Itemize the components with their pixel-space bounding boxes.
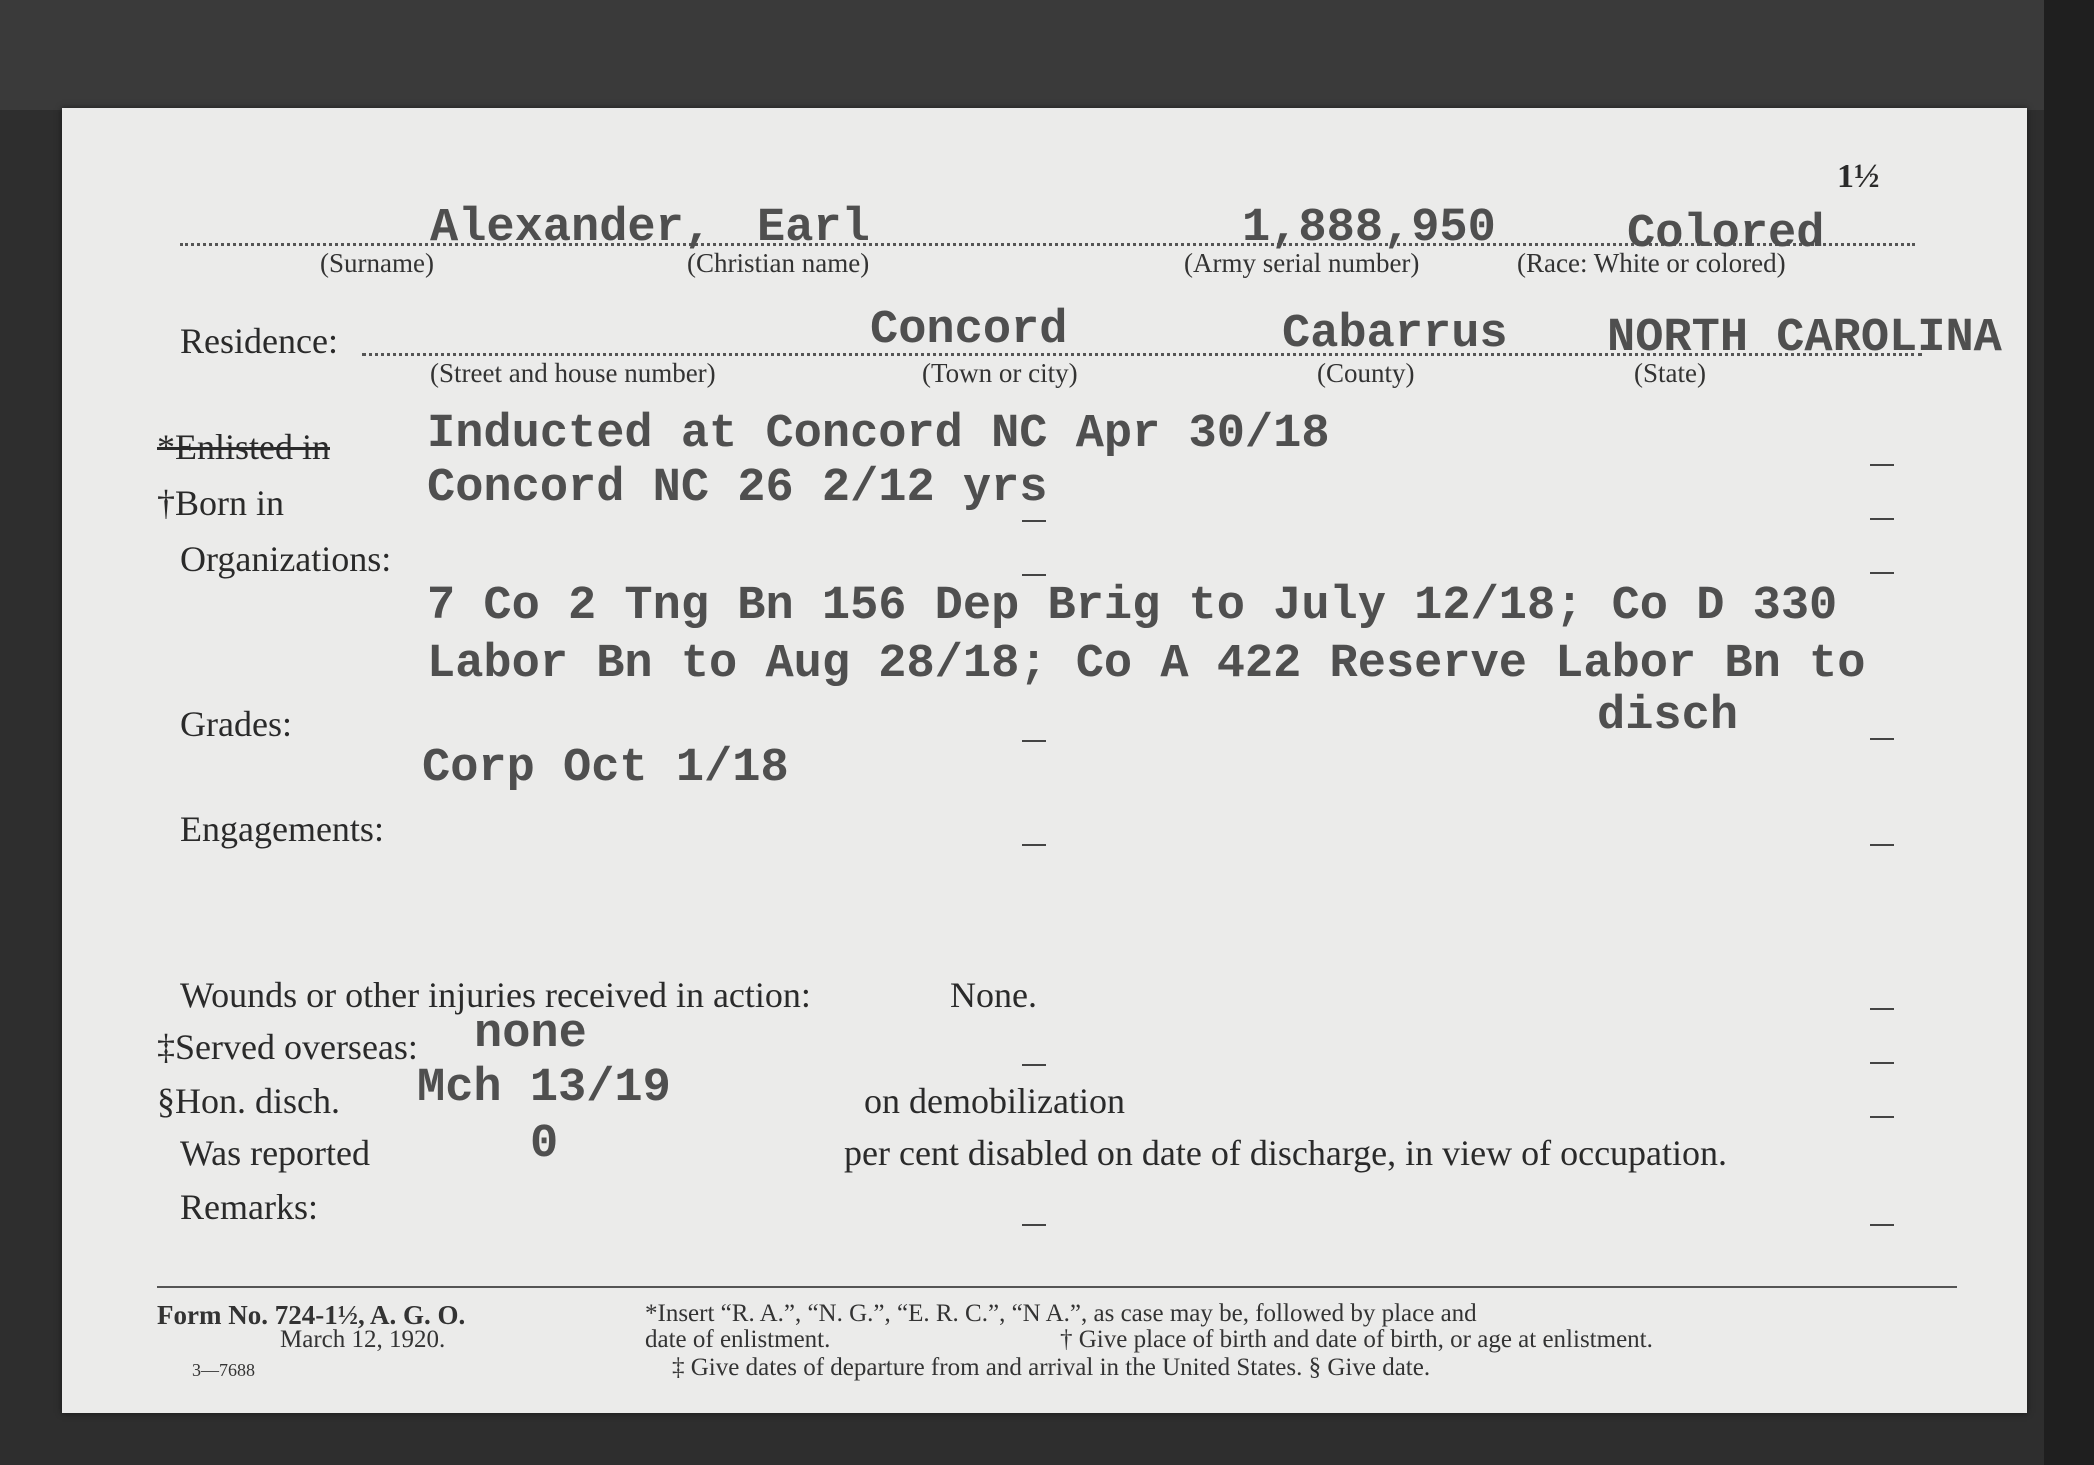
christian-name-caption: (Christian name) <box>687 248 870 278</box>
overseas-tick-mid <box>1022 1064 1046 1066</box>
town-caption: (Town or city) <box>922 358 1078 388</box>
organizations-line-3: disch <box>1597 690 1739 743</box>
born-value: Concord NC 26 2/12 yrs <box>427 462 1048 515</box>
race-caption: (Race: White or colored) <box>1517 248 1786 278</box>
enlisted-value: Inducted at Concord NC Apr 30/18 <box>427 408 1330 461</box>
wounds-value: None. <box>950 975 1037 1015</box>
scan-background-right <box>2044 0 2094 1465</box>
organizations-tick-mid <box>1022 574 1046 576</box>
service-record-card <box>62 108 2027 1413</box>
enlisted-label: *Enlisted in <box>157 427 330 467</box>
christian-name-value: Earl <box>757 202 870 255</box>
card-number: 1½ <box>1837 158 1880 195</box>
organizations-line-2: Labor Bn to Aug 28/18; Co A 422 Reserve Labor Bn to <box>427 638 1866 691</box>
engagements-tick-mid <box>1022 844 1046 846</box>
overseas-tick <box>1870 1062 1894 1064</box>
wounds-label: Wounds or other injuries received in action: <box>180 975 811 1015</box>
wounds-tick <box>1870 1008 1894 1010</box>
hon-disch-value: Mch 13/19 <box>417 1062 671 1115</box>
serial-number-caption: (Army serial number) <box>1184 248 1420 278</box>
state-caption: (State) <box>1634 358 1706 388</box>
disability-percent-value: 0 <box>530 1118 559 1171</box>
served-overseas-value: none <box>474 1008 587 1061</box>
county-value: Cabarrus <box>1282 308 1508 361</box>
grades-tick-mid <box>1022 740 1046 742</box>
footnote-line-1: *Insert “R. A.”, “N. G.”, “E. R. C.”, “N A.”, as case may be, followed by place and <box>645 1300 1477 1327</box>
grades-label: Grades: <box>180 704 292 744</box>
hon-disch-suffix: on demobilization <box>864 1081 1125 1121</box>
organizations-label: Organizations: <box>180 539 392 579</box>
born-tick-mid <box>1022 520 1046 522</box>
remarks-label: Remarks: <box>180 1187 318 1227</box>
residence-label: Residence: <box>180 321 338 361</box>
serial-number-value: 1,888,950 <box>1242 202 1496 255</box>
footer-rule <box>157 1286 1957 1288</box>
footnote-line-2a: date of enlistment. <box>645 1326 831 1353</box>
street-caption: (Street and house number) <box>430 358 716 388</box>
was-reported-suffix: per cent disabled on date of discharge, in view of occupation. <box>844 1133 1728 1173</box>
surname-caption: (Surname) <box>320 248 434 278</box>
footnote-line-2b: † Give place of birth and date of birth, or age at enlistment. <box>1060 1326 1653 1353</box>
was-reported-label: Was reported <box>180 1133 371 1173</box>
hon-disch-tick <box>1870 1116 1894 1118</box>
grades-value: Corp Oct 1/18 <box>422 742 789 795</box>
grades-tick <box>1870 738 1894 740</box>
served-overseas-label: ‡Served overseas: <box>157 1027 418 1067</box>
born-tick <box>1870 518 1894 520</box>
form-number: Form No. 724-1½, A. G. O. <box>157 1300 466 1330</box>
born-label: †Born in <box>157 483 285 523</box>
footnote-line-3: ‡ Give dates of departure from and arrival in the United States. § Give date. <box>672 1354 1431 1381</box>
remarks-tick-mid <box>1022 1224 1046 1226</box>
surname-value: Alexander, <box>430 202 713 255</box>
town-value: Concord <box>870 304 1068 357</box>
state-value: NORTH CAROLINA <box>1607 312 2002 365</box>
race-value: Colored <box>1627 208 1825 261</box>
organizations-tick <box>1870 572 1894 574</box>
form-date: March 12, 1920. <box>280 1326 446 1353</box>
engagements-tick <box>1870 844 1894 846</box>
scan-background-top <box>0 0 2094 110</box>
engagements-label: Engagements: <box>180 809 384 849</box>
remarks-tick <box>1870 1224 1894 1226</box>
print-number: 3—7688 <box>192 1360 255 1380</box>
hon-disch-label: §Hon. disch. <box>157 1081 340 1121</box>
county-caption: (County) <box>1317 358 1415 388</box>
organizations-line-1: 7 Co 2 Tng Bn 156 Dep Brig to July 12/18; Co D 330 <box>427 580 1838 633</box>
enlisted-tick <box>1870 464 1894 466</box>
